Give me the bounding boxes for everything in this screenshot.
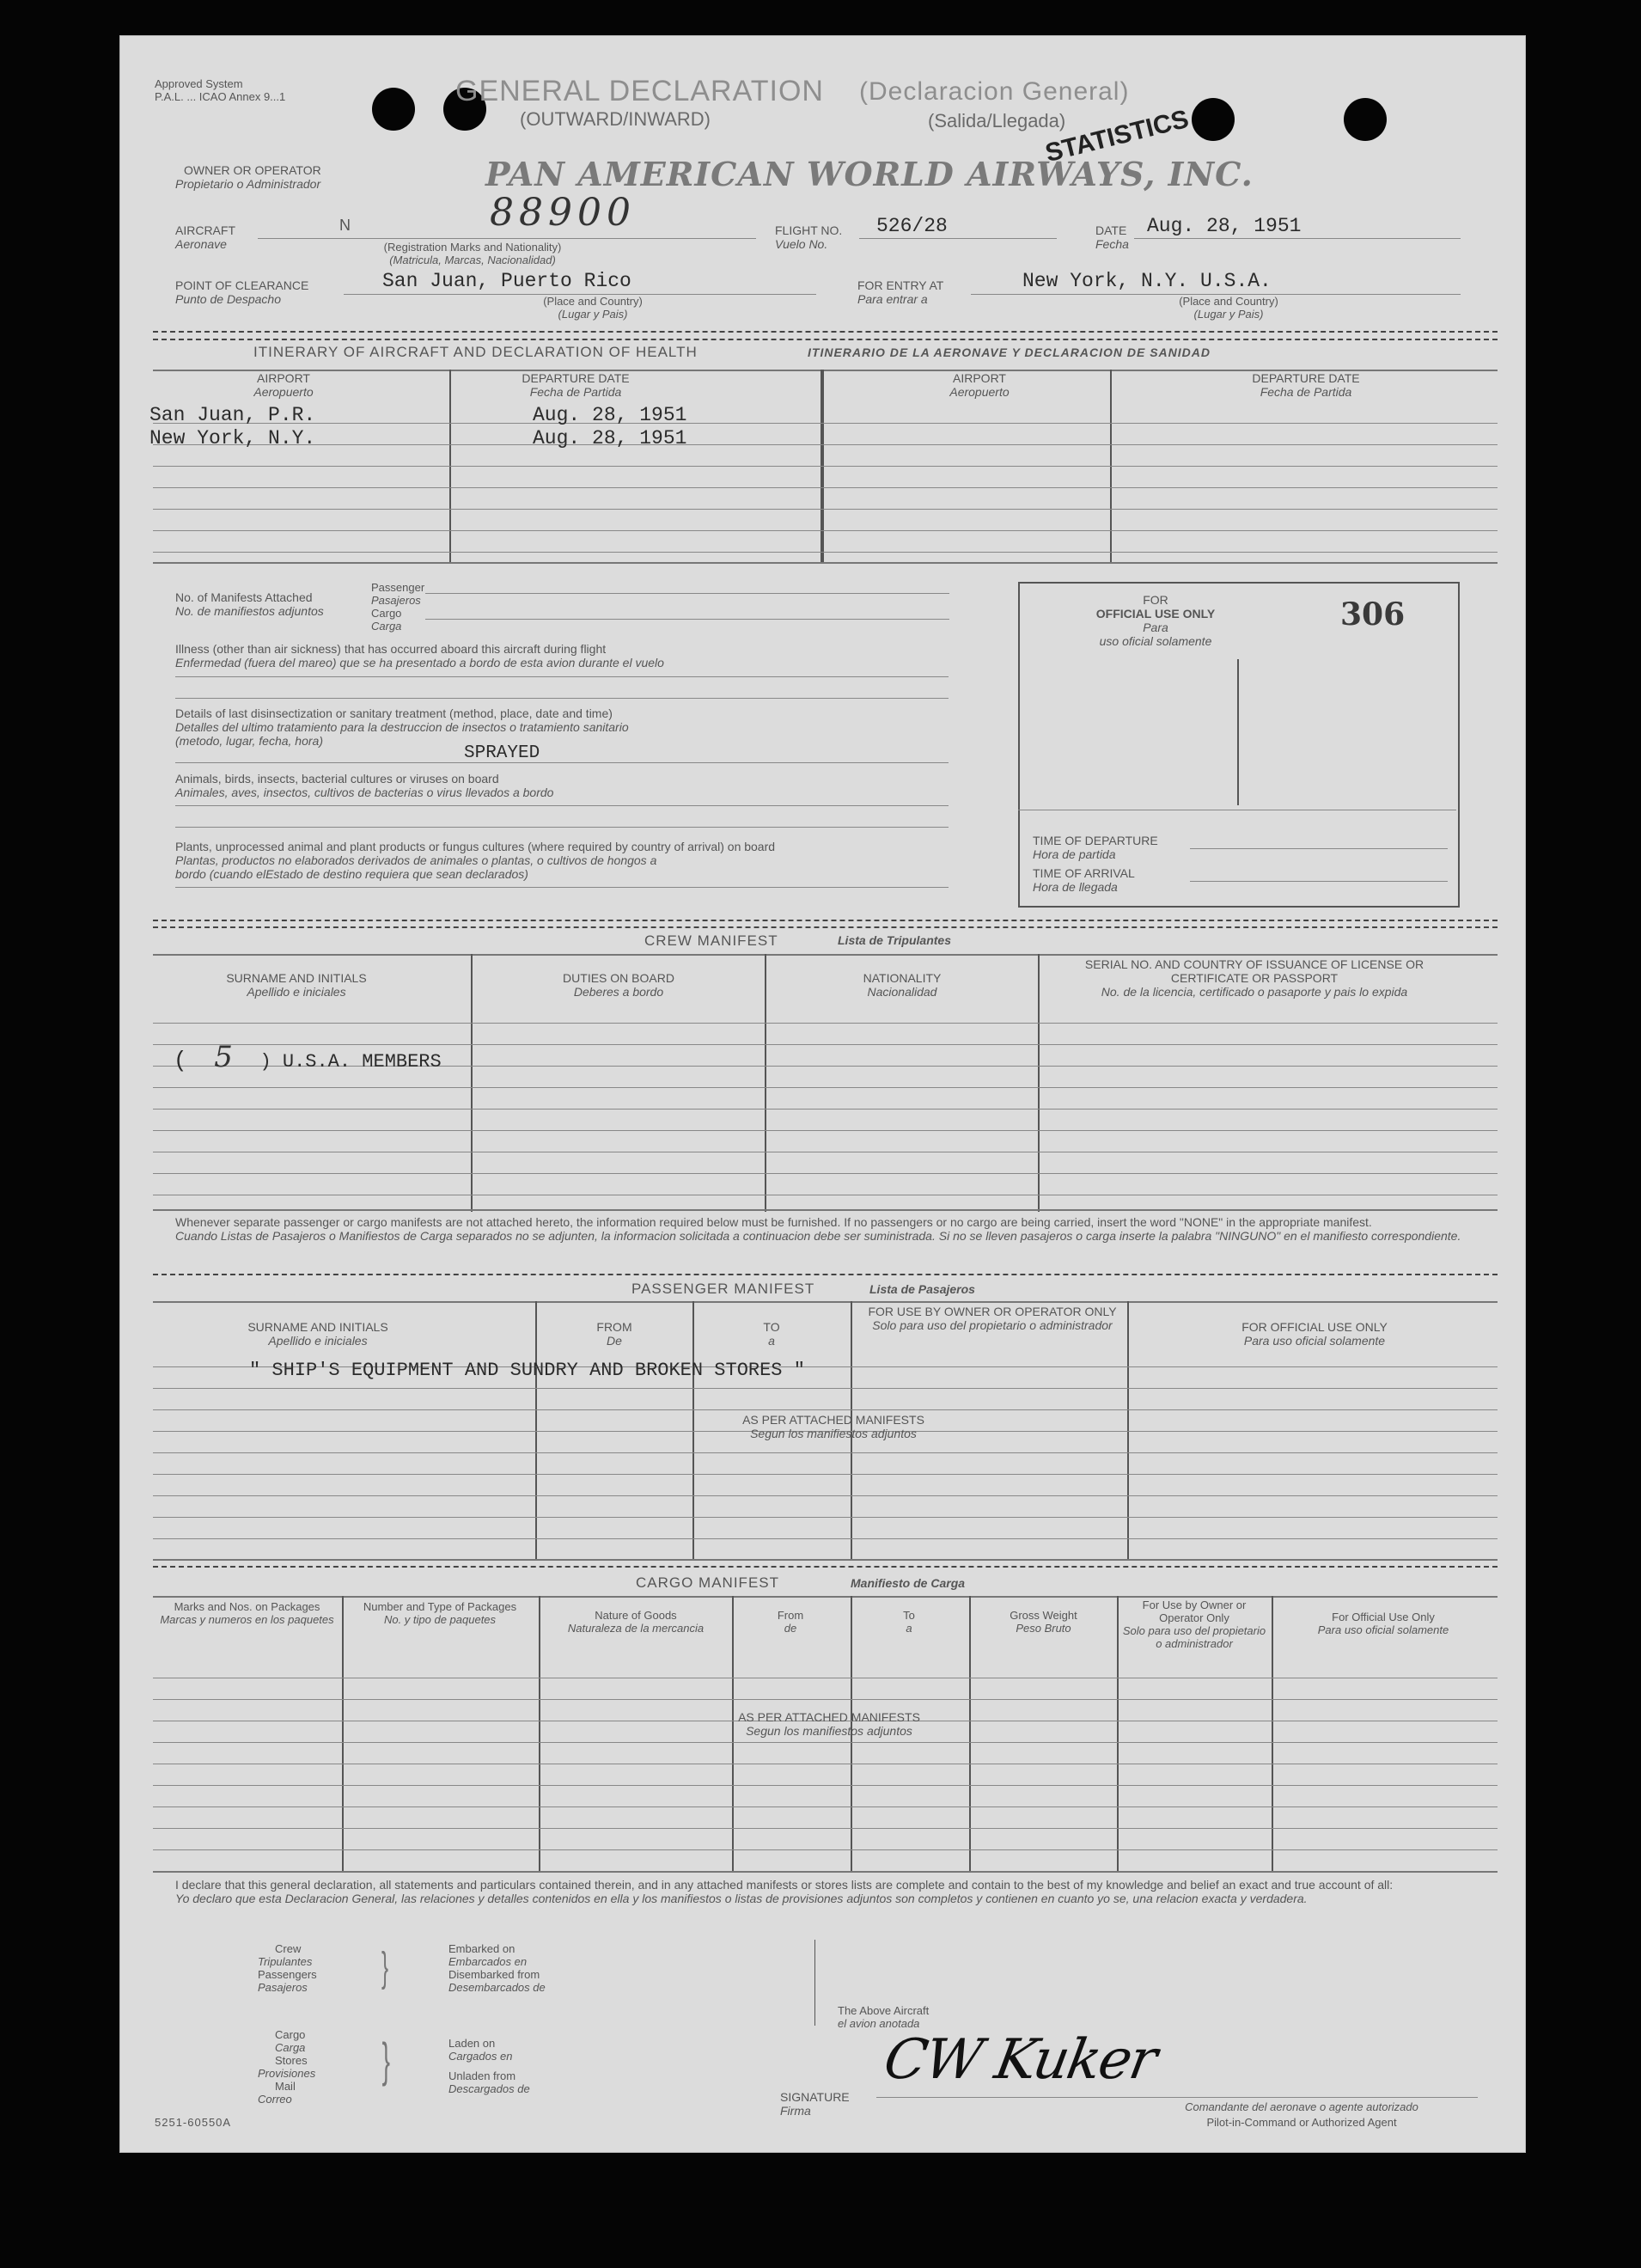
pax-col-name xyxy=(155,1320,481,1348)
flight-label-en: FLIGHT NO. xyxy=(775,223,843,237)
note-es: Segun los manifiestos adjuntos xyxy=(750,1427,917,1440)
itinerary-title-es: ITINERARIO DE LA AERONAVE Y DECLARACION DE SANIDAD xyxy=(808,345,1211,359)
clearance-label-es: Punto de Despacho xyxy=(175,292,281,306)
pax-col-official xyxy=(1143,1320,1486,1348)
departure-time-label xyxy=(1033,834,1158,861)
pax-attached-note xyxy=(687,1413,979,1440)
label-en: Illness (other than air sickness) that has occurred aboard this aircraft during flight xyxy=(175,642,607,656)
row-line xyxy=(153,466,1498,467)
cargo-col-from xyxy=(735,1609,846,1635)
row-line xyxy=(153,487,1498,488)
corner-note xyxy=(155,77,285,103)
label-en: Stores xyxy=(275,2054,308,2067)
clearance-label xyxy=(175,278,308,306)
disinsect-label xyxy=(175,706,629,748)
col-head: DEPARTURE DATE xyxy=(522,371,630,385)
punch-hole xyxy=(372,88,415,131)
owner-label-en: OWNER OR OPERATOR xyxy=(184,163,321,177)
rule xyxy=(175,887,949,888)
col-head-es: De xyxy=(607,1334,622,1348)
label-es: Firma xyxy=(780,2104,811,2118)
caption-en: (Place and Country) xyxy=(543,295,643,308)
col-head-es: Para uso oficial solamente xyxy=(1317,1623,1449,1636)
col-head: FOR USE BY OWNER OR OPERATOR ONLY xyxy=(868,1305,1117,1318)
rule xyxy=(153,1301,1498,1303)
col-head: NATIONALITY xyxy=(863,971,942,985)
date-label-en: DATE xyxy=(1095,223,1127,237)
rule xyxy=(425,619,949,620)
operator-name: PAN AMERICAN WORLD AIRWAYS, INC. xyxy=(485,155,1254,193)
col-head: To xyxy=(903,1609,915,1622)
label-en: Cargo xyxy=(371,607,402,620)
row-line xyxy=(153,1130,1498,1131)
entry-label-en: FOR ENTRY AT xyxy=(857,278,944,292)
label-es: Para xyxy=(1143,620,1168,634)
official-number: 306 xyxy=(1340,596,1406,633)
row-line xyxy=(153,1849,1498,1850)
itinerary-airport: New York, N.Y. xyxy=(149,427,316,449)
disinsect-value: SPRAYED xyxy=(464,743,540,763)
col-head-es: No. de la licencia, certificado o pasaporte y pais lo expida xyxy=(1101,985,1408,999)
commander-label: Pilot-in-Command or Authorized Agent xyxy=(1206,2116,1397,2129)
label-es: (metodo, lugar, fecha, hora) xyxy=(175,734,323,748)
row-line xyxy=(153,444,1498,445)
row-line xyxy=(153,1495,1498,1496)
flight-number: 526/28 xyxy=(876,215,948,237)
row-line xyxy=(153,1409,1498,1410)
cargo-col-owner xyxy=(1121,1599,1267,1650)
arrival-time-label xyxy=(1033,866,1135,894)
form-title-es: (Declaracion General) xyxy=(859,77,1130,106)
label-en: The Above Aircraft xyxy=(838,2004,930,2017)
col-airport-2 xyxy=(851,371,1108,399)
note-es: Segun los manifiestos adjuntos xyxy=(746,1724,912,1738)
animals-label xyxy=(175,772,553,799)
notice-es: Cuando Listas de Pasajeros o Manifiestos de Carga separados no se adjunten, la informacion solicitada a continuacion debe ser suministrada. Si no se lleven pasajeros o carga inserte la palabra "NINGUNO" en el manifiesto correspondiente. xyxy=(175,1229,1461,1243)
brace: } xyxy=(381,2033,391,2087)
signature-line xyxy=(876,2097,1478,2098)
label-en: TIME OF ARRIVAL xyxy=(1033,866,1135,880)
caption-en: (Place and Country) xyxy=(1179,295,1278,308)
punch-hole xyxy=(1344,98,1387,141)
manifests-label xyxy=(175,590,324,618)
crew-title-es: Lista de Tripulantes xyxy=(838,933,951,947)
rule xyxy=(175,827,949,828)
col-airport xyxy=(155,371,412,399)
aircraft-number: 88900 xyxy=(490,191,636,235)
col-divider xyxy=(1272,1596,1273,1871)
form-code: 5251-60550A xyxy=(155,2116,232,2129)
label-en: Plants, unprocessed animal and plant products or fungus cultures (where required by country of arrival) on board xyxy=(175,840,776,853)
col-head-es: Deberes a bordo xyxy=(573,985,664,999)
clearance-point: San Juan, Puerto Rico xyxy=(382,270,631,292)
row-line xyxy=(153,530,1498,531)
col-head: AIRPORT xyxy=(953,371,1006,385)
cargo-col-number xyxy=(345,1600,534,1626)
rule xyxy=(1134,238,1461,239)
label-es: Pasajeros xyxy=(258,1981,308,1994)
col-head-es: Marcas y numeros en los paquetes xyxy=(160,1613,334,1626)
label-es: bordo (cuando elEstado de destino requiera que sean declarados) xyxy=(175,867,528,881)
cargo-col-to xyxy=(853,1609,965,1635)
col-head-es: Aeropuerto xyxy=(253,385,314,399)
itinerary-date: Aug. 28, 1951 xyxy=(533,404,687,426)
col-head: DEPARTURE DATE xyxy=(1252,371,1360,385)
crew-col-license xyxy=(1052,957,1456,999)
declaration-es: Yo declaro que esta Declaracion General, las relaciones y detalles contenidos en ella y los manifiestos o listas de provisiones adjuntos son completos y contienen en cuanto yo se, una relacion exacta y verdadera. xyxy=(175,1892,1308,1905)
col-head-es: Aeropuerto xyxy=(949,385,1010,399)
label-en: Embarked on xyxy=(448,1942,515,1955)
col-head: FROM xyxy=(596,1320,632,1334)
label-es: Hora de partida xyxy=(1033,847,1116,861)
label-es: Descargados de xyxy=(448,2082,530,2095)
form-title-sub: (OUTWARD/INWARD) xyxy=(520,108,711,130)
crew-pax-labels xyxy=(258,1942,317,1994)
entry-label xyxy=(857,278,943,306)
embark-labels xyxy=(448,1942,546,1994)
label-en: Laden on xyxy=(448,2037,496,2050)
row-line xyxy=(153,1517,1498,1518)
col-head-es: a xyxy=(768,1334,775,1348)
rule xyxy=(175,805,949,806)
aircraft-label xyxy=(175,223,235,251)
row-line xyxy=(153,509,1498,510)
col-head: Gross Weight xyxy=(1010,1609,1077,1622)
col-head: For Use by Owner or Operator Only xyxy=(1142,1599,1247,1624)
form-title-es-sub: (Salida/Llegada) xyxy=(928,110,1066,131)
crew-count: 5 xyxy=(214,1040,233,1074)
label-es: No. de manifiestos adjuntos xyxy=(175,604,324,618)
date-label-es: Fecha xyxy=(1095,237,1129,251)
cargo-attached-note xyxy=(679,1710,979,1738)
col-head-es: Fecha de Partida xyxy=(529,385,622,399)
label-es: Carga xyxy=(275,2041,306,2054)
label-es: Provisiones xyxy=(258,2067,316,2080)
rule xyxy=(153,954,1498,956)
col-head: TO xyxy=(763,1320,780,1334)
cargo-title: CARGO MANIFEST xyxy=(636,1574,780,1591)
col-head: SURNAME AND INITIALS xyxy=(226,971,367,985)
pax-col-owner xyxy=(855,1305,1130,1332)
owner-label-es: Propietario o Administrador xyxy=(175,177,321,191)
col-head-es: Para uso oficial solamente xyxy=(1243,1334,1386,1348)
section-divider xyxy=(153,926,1498,928)
label-es: Carga xyxy=(371,620,402,633)
passenger-title-es: Lista de Pasajeros xyxy=(869,1282,975,1296)
label-en: SIGNATURE xyxy=(780,2090,850,2104)
flight-label xyxy=(775,223,842,251)
label-es: Hora de llegada xyxy=(1033,880,1118,894)
crew-col-duties xyxy=(473,971,765,999)
rule xyxy=(258,238,756,239)
row-line xyxy=(153,1828,1498,1829)
declaration-en: I declare that this general declaration, all statements and particulars contained therein, and in any attached manifests or stores lists are complete and contain to the best of my knowledge and belief an exact and true account of all: xyxy=(175,1878,1394,1892)
statistics-stamp: STATISTICS xyxy=(1042,104,1192,168)
registration-caption xyxy=(344,241,601,266)
label-es: Plantas, productos no elaborados derivados de animales o plantas, o cultivos de hongos a xyxy=(175,853,657,867)
row-line xyxy=(153,1474,1498,1475)
flight-label-es: Vuelo No. xyxy=(775,237,828,251)
cargo-title-es: Manifiesto de Carga xyxy=(851,1576,966,1590)
label-es: Animales, aves, insectos, cultivos de bacterias o virus llevados a bordo xyxy=(175,786,554,799)
col-head: FOR OFFICIAL USE ONLY xyxy=(1241,1320,1388,1334)
label-en: No. of Manifests Attached xyxy=(175,590,313,604)
caption-es: (Matricula, Marcas, Nacionalidad) xyxy=(389,254,556,266)
col-head-es: Apellido e iniciales xyxy=(268,1334,368,1348)
official-use-label xyxy=(1061,593,1250,648)
row-line xyxy=(153,1023,1498,1024)
col-head: Number and Type of Packages xyxy=(363,1600,517,1613)
row-line xyxy=(153,1538,1498,1539)
col-head: DUTIES ON BOARD xyxy=(563,971,674,985)
aircraft-no: N xyxy=(339,217,351,234)
row-line xyxy=(153,423,1498,424)
col-head-es: No. y tipo de paquetes xyxy=(383,1613,497,1626)
label-es: Correo xyxy=(258,2093,292,2106)
bracket-line xyxy=(814,1940,815,2026)
section-divider xyxy=(153,1274,1498,1275)
col-head: For Official Use Only xyxy=(1332,1611,1435,1623)
pax-col-to xyxy=(694,1320,849,1348)
rule xyxy=(153,1559,1498,1561)
crew-title: CREW MANIFEST xyxy=(644,932,778,949)
entry-point: New York, N.Y. U.S.A. xyxy=(1022,270,1272,292)
date-label xyxy=(1048,223,1129,251)
label-en: Passenger xyxy=(371,581,425,594)
col-divider xyxy=(342,1596,344,1871)
label-es: uso oficial solamente xyxy=(1099,634,1212,648)
row-line xyxy=(153,1699,1498,1700)
crew-col-name xyxy=(155,971,438,999)
row-line xyxy=(153,1173,1498,1174)
row-line xyxy=(153,1388,1498,1389)
corner-line: Approved System xyxy=(155,77,243,90)
label-en: Animals, birds, insects, bacterial cultures or viruses on board xyxy=(175,772,499,786)
crew-entry-open: ( xyxy=(174,1048,187,1073)
rule xyxy=(859,238,1057,239)
note-en: AS PER ATTACHED MANIFESTS xyxy=(742,1413,924,1427)
label-es: Tripulantes xyxy=(258,1955,313,1968)
row-line xyxy=(153,1785,1498,1786)
col-head: From xyxy=(777,1609,804,1622)
col-head: SURNAME AND INITIALS xyxy=(247,1320,388,1334)
label-es: Enfermedad (fuera del mareo) que se ha presentado a bordo de esta avion durante el vuelo xyxy=(175,656,664,669)
col-head-es: Solo para uso del propietario o administrador xyxy=(1122,1624,1266,1650)
manifest-notice xyxy=(175,1215,1490,1243)
label-es: Pasajeros xyxy=(371,594,421,607)
label-en: Cargo xyxy=(275,2028,306,2041)
corner-line: P.A.L. ... ICAO Annex 9...1 xyxy=(155,90,286,103)
rule xyxy=(1190,848,1448,849)
col-divider xyxy=(1117,1596,1119,1871)
col-head: Marks and Nos. on Packages xyxy=(174,1600,320,1613)
col-head-es: Apellido e iniciales xyxy=(247,985,346,999)
rule xyxy=(175,762,949,763)
label-en: Details of last disinsectization or sanitary treatment (method, place, date and time) xyxy=(175,706,613,720)
entry-caption xyxy=(1126,295,1332,321)
declaration-text xyxy=(175,1878,1490,1905)
col-head: Nature of Goods xyxy=(595,1609,677,1622)
label-en: FOR xyxy=(1143,593,1168,607)
rule xyxy=(1190,881,1448,882)
notice-en: Whenever separate passenger or cargo manifests are not attached hereto, the information required below must be furnished. If no passengers or no cargo are being carried, insert the word "NONE" in the appropriate manifest. xyxy=(175,1215,1372,1229)
crew-entry xyxy=(174,1040,442,1074)
itinerary-airport: San Juan, P.R. xyxy=(149,404,316,426)
caption-en: (Registration Marks and Nationality) xyxy=(383,241,562,254)
cargo-stores-labels xyxy=(258,2028,315,2106)
section-divider xyxy=(153,339,1498,340)
col-head-es: Naturaleza de la mercancia xyxy=(567,1622,705,1635)
plants-label xyxy=(175,840,775,881)
label-en: Unladen from xyxy=(448,2069,516,2082)
itinerary-title: ITINERARY OF AIRCRAFT AND DECLARATION OF HEALTH xyxy=(253,344,698,360)
pax-col-from xyxy=(537,1320,692,1348)
label-es: Desembarcados de xyxy=(448,1981,546,1994)
commander-signature: CW Kuker xyxy=(879,2028,1161,2092)
rule xyxy=(153,1871,1498,1873)
box-divider xyxy=(1237,659,1239,805)
row-line xyxy=(153,1742,1498,1743)
cargo-col-weight xyxy=(973,1609,1114,1635)
rule xyxy=(425,593,949,594)
rule xyxy=(175,698,949,699)
rule xyxy=(153,562,1498,564)
entry-label-es: Para entrar a xyxy=(857,292,928,306)
section-divider xyxy=(153,1566,1498,1568)
col-divider xyxy=(1127,1301,1129,1559)
aircraft-label-en: AIRCRAFT xyxy=(175,223,235,237)
label-en: Disembarked from xyxy=(448,1968,540,1981)
flight-date: Aug. 28, 1951 xyxy=(1147,215,1302,237)
form-title: GENERAL DECLARATION xyxy=(455,75,824,107)
cargo-col-marks xyxy=(155,1600,339,1626)
above-aircraft-label xyxy=(838,2004,929,2030)
clearance-caption xyxy=(490,295,696,321)
brace: } xyxy=(381,1945,389,1990)
col-head-es: de xyxy=(784,1622,797,1635)
row-line xyxy=(153,1087,1498,1088)
col-head: AIRPORT xyxy=(257,371,310,385)
section-divider xyxy=(153,331,1498,333)
label-en: Passengers xyxy=(258,1968,317,1981)
passenger-entry: " SHIP'S EQUIPMENT AND SUNDRY AND BROKEN STORES " xyxy=(249,1360,805,1381)
aircraft-label-es: Aeronave xyxy=(175,237,227,251)
illness-label xyxy=(175,642,664,669)
label-en: OFFICIAL USE ONLY xyxy=(1095,607,1216,620)
col-departure xyxy=(447,371,705,399)
note-en: AS PER ATTACHED MANIFESTS xyxy=(738,1710,920,1724)
label-es: el avion anotada xyxy=(838,2017,920,2030)
laden-labels xyxy=(448,2037,530,2095)
signature-label xyxy=(780,2090,850,2118)
col-head: SERIAL NO. AND COUNTRY OF ISSUANCE OF LICENSE OR CERTIFICATE OR PASSPORT xyxy=(1084,957,1424,985)
row-line xyxy=(153,1452,1498,1453)
col-divider xyxy=(535,1301,537,1559)
commander-label-es: Comandante del aeronave o agente autorizado xyxy=(1185,2100,1418,2113)
rule xyxy=(153,1209,1498,1211)
caption-es: (Lugar y Pais) xyxy=(1193,308,1264,321)
manifest-types xyxy=(371,581,424,633)
caption-es: (Lugar y Pais) xyxy=(558,308,628,321)
clearance-label-en: POINT OF CLEARANCE xyxy=(175,278,309,292)
label-es: Detalles del ultimo tratamiento para la destruccion de insectos o tratamiento sanitario xyxy=(175,720,629,734)
crew-entry-text: ) U.S.A. MEMBERS xyxy=(259,1051,442,1073)
col-head-es: Peso Bruto xyxy=(1016,1622,1071,1635)
col-head-es: a xyxy=(906,1622,912,1635)
label-en: Crew xyxy=(275,1942,302,1955)
row-line xyxy=(153,552,1498,553)
label-en: TIME OF DEPARTURE xyxy=(1033,834,1158,847)
rule xyxy=(153,1596,1498,1598)
section-divider xyxy=(153,920,1498,921)
col-departure-2 xyxy=(1177,371,1435,399)
col-head-es: Solo para uso del propietario o administrador xyxy=(872,1318,1113,1332)
rule xyxy=(175,676,949,677)
col-head-es: Nacionalidad xyxy=(867,985,937,999)
punch-hole xyxy=(1192,98,1235,141)
cargo-col-nature xyxy=(541,1609,730,1635)
declaration-form xyxy=(120,36,1525,2152)
itinerary-date: Aug. 28, 1951 xyxy=(533,427,687,449)
col-divider xyxy=(539,1596,540,1871)
owner-label xyxy=(175,163,321,191)
crew-col-nationality xyxy=(766,971,1038,999)
row-line xyxy=(153,1109,1498,1110)
label-en: Mail xyxy=(275,2080,296,2093)
passenger-title: PASSENGER MANIFEST xyxy=(631,1281,815,1297)
label-es: Embarcados en xyxy=(448,1955,528,1968)
label-es: Cargados en xyxy=(448,2050,513,2063)
cargo-col-official xyxy=(1276,1611,1491,1636)
row-line xyxy=(153,1806,1498,1807)
col-head-es: Fecha de Partida xyxy=(1260,385,1352,399)
